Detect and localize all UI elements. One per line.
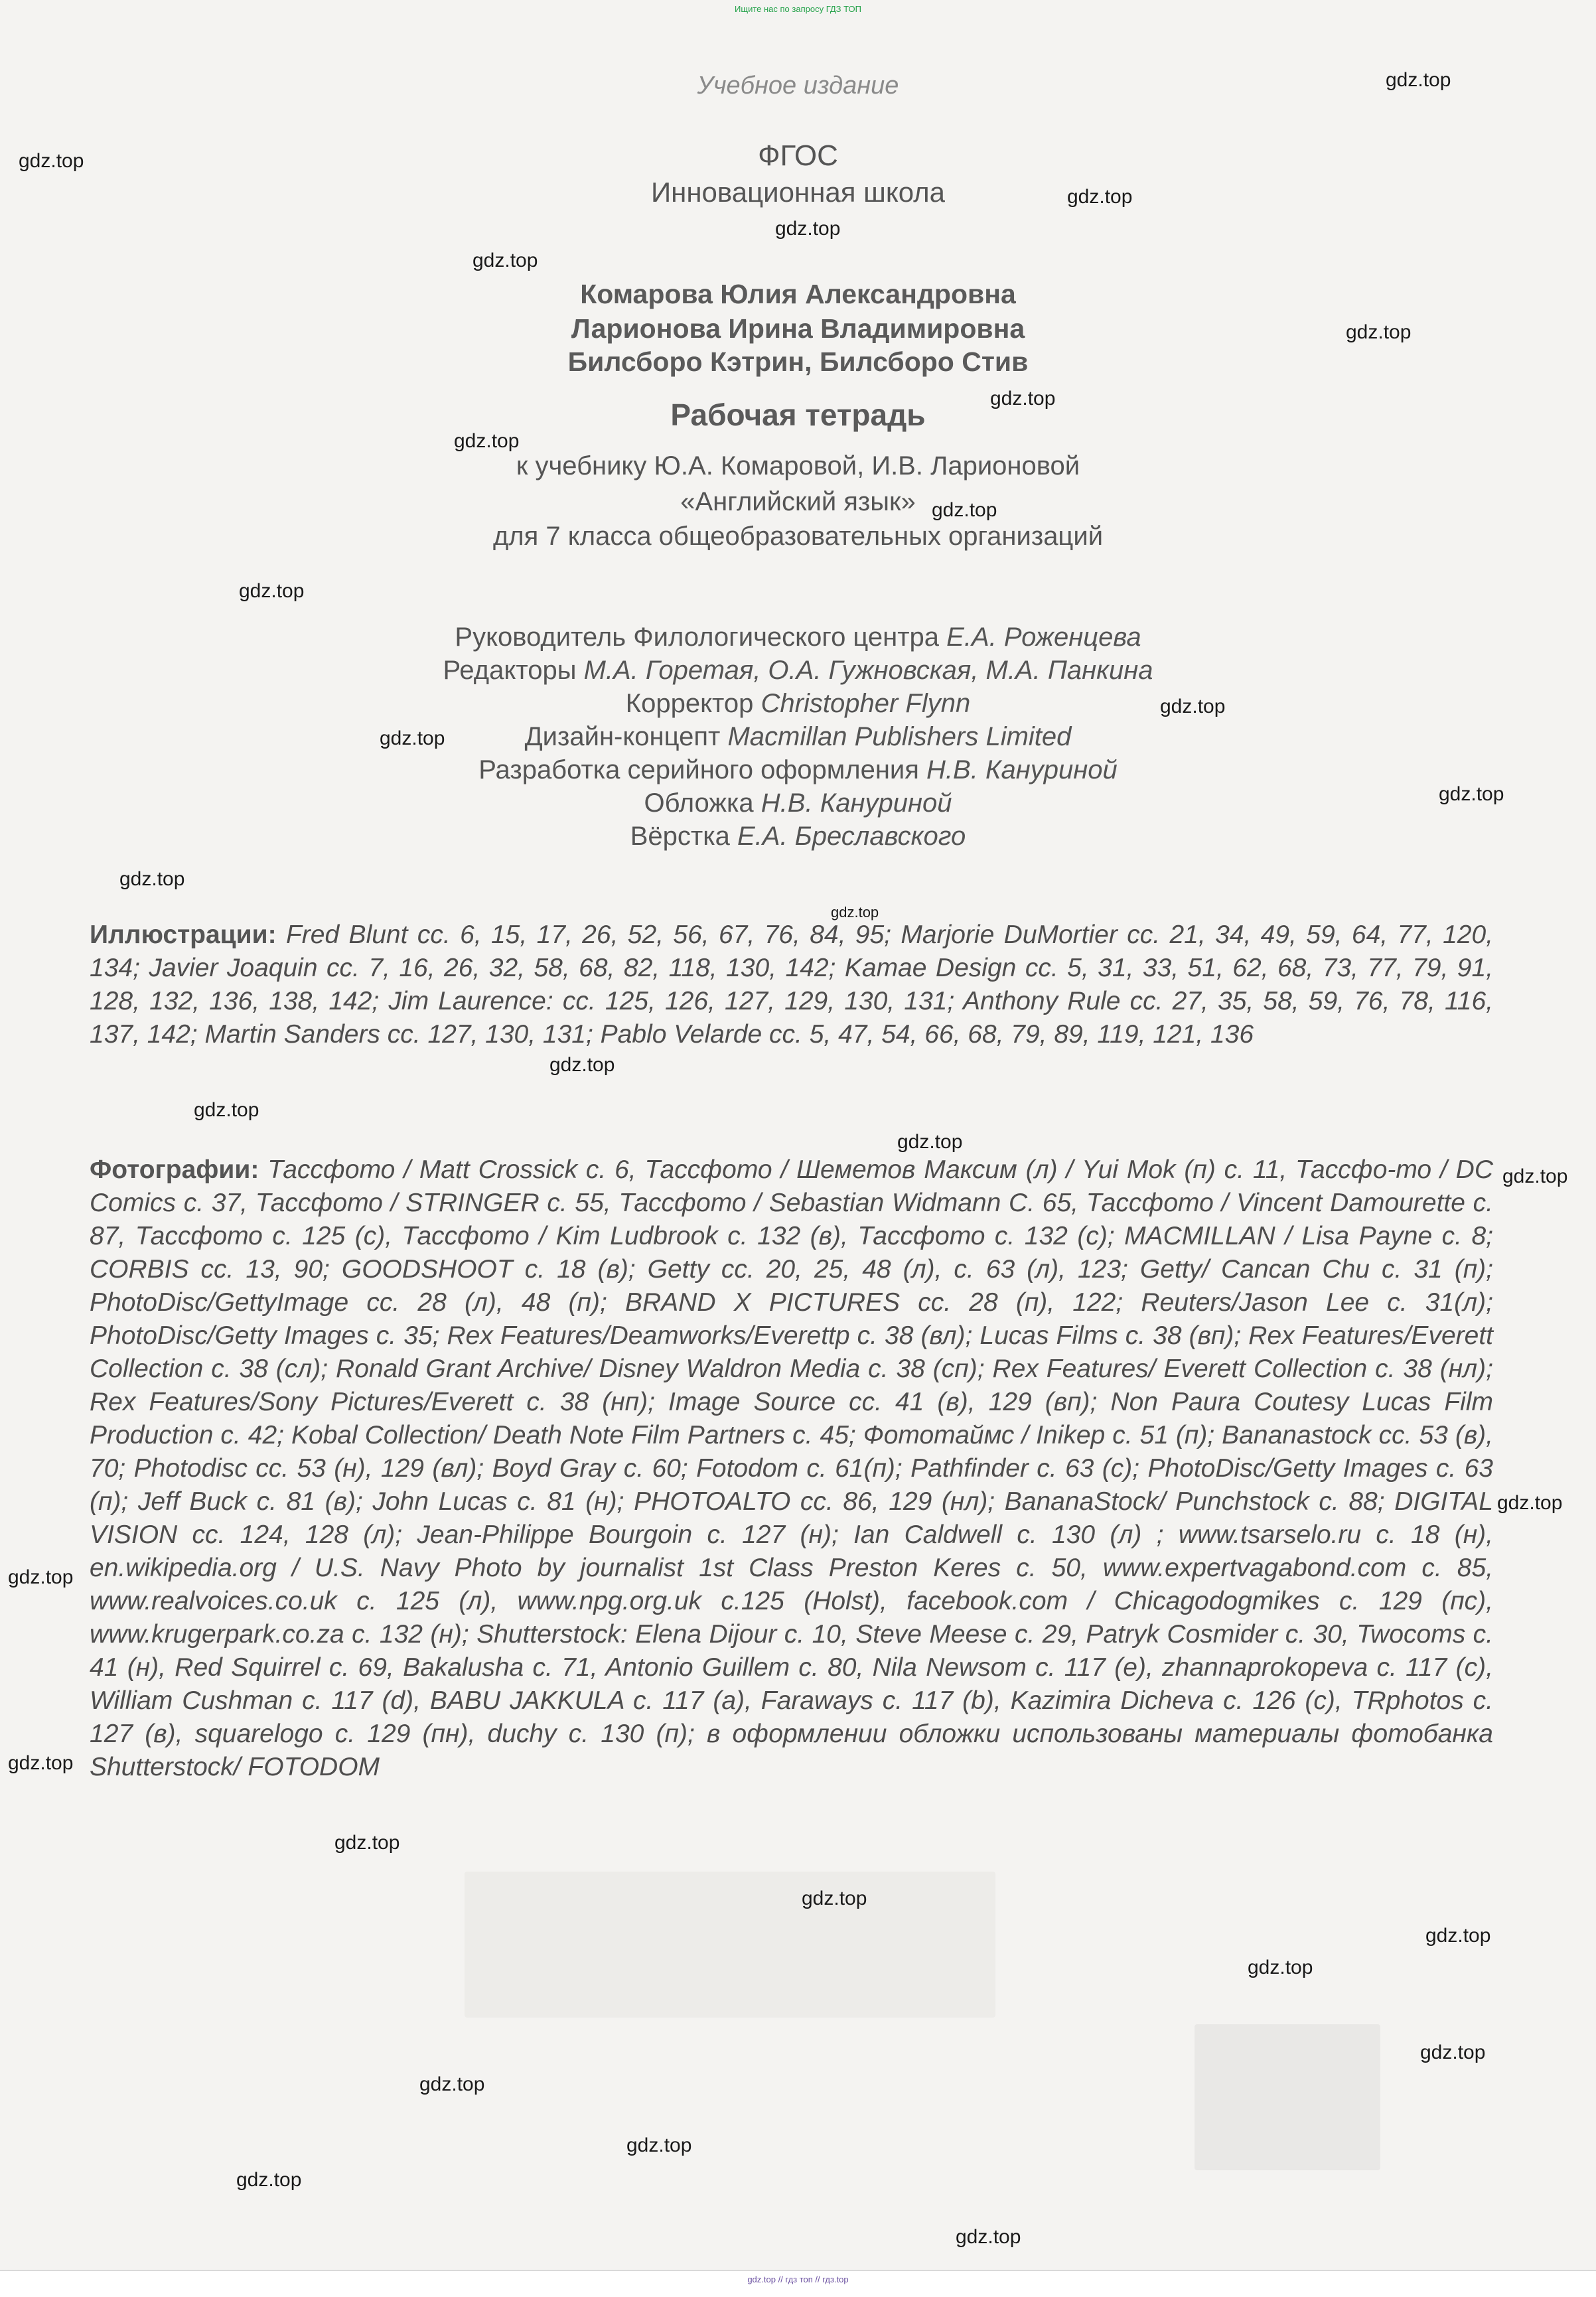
watermark: gdz.top: [1248, 1957, 1313, 1978]
watermark: gdz.top: [802, 1888, 867, 1909]
watermark: gdz.top: [990, 388, 1056, 409]
watermark: gdz.top: [334, 1832, 400, 1854]
subtitle-line: для 7 класса общеобразовательных организаций: [492, 522, 1104, 551]
subtitle-line: к учебнику Ю.А. Комаровой, И.В. Ларионовой: [516, 451, 1080, 481]
author-line: Комарова Юлия Александровна: [580, 279, 1016, 309]
author-line: Ларионова Ирина Владимировна: [571, 313, 1025, 344]
credit-name: М.А. Горетая, О.А. Гужновская, М.А. Панкина: [583, 656, 1153, 685]
book-title: Рабочая тетрадь: [670, 398, 926, 432]
watermark: gdz.top: [1420, 2041, 1486, 2063]
watermark: gdz.top: [236, 2169, 302, 2191]
credit-line: [0, 623, 1596, 652]
credit-line: [0, 755, 1596, 785]
credit-name: Е.А. Бреславского: [737, 822, 966, 851]
watermark: gdz.top: [831, 904, 879, 921]
watermark: gdz.top: [8, 1752, 74, 1774]
credit-name: Н.В. Кануриной: [761, 788, 952, 818]
watermark: gdz.top: [472, 250, 538, 271]
watermark: gdz.top: [1425, 1925, 1491, 1947]
watermark: gdz.top: [1346, 321, 1412, 343]
illustrations-text: Fred Blunt cc. 6, 15, 17, 26, 52, 56, 67, 76, 84, 95; Marjorie DuMortier cc. 21, 34, 49, 59, 64, 77, 120, 134; Javier Joaquin cc. 7, 16, 26, 32, 58, 68, 82, 118, 130, 142; Kamae Design cc. 5, 31, 33, 51, 62, 68, 73, 77, 79, 91, 128, 132, 136, 138, 142; Jim Laurence: cc. 125, 126, 127, 129, 130, 131; Anthony Rule cc. 27, 35, 58, 59, 76, 78, 116, 137, 142; Martin Sanders cc. 127, 130, 131; Pablo Velarde cc. 5, 47, 54, 66, 68, 79, 89, 119, 121, 136: [90, 921, 1493, 1049]
credit-role: Руководитель Филологического центра: [455, 623, 947, 652]
credit-role: Дизайн-концепт: [524, 722, 728, 751]
watermark: gdz.top: [419, 2073, 485, 2095]
credit-name: Е.А. Роженцева: [946, 623, 1141, 652]
watermark: gdz.top: [380, 727, 445, 749]
watermark: gdz.top: [1497, 1492, 1563, 1514]
watermark: gdz.top: [8, 1566, 74, 1588]
author-line: Билсборо Кэтрин, Билсборо Стив: [567, 346, 1029, 377]
credit-line: [0, 788, 1596, 818]
watermark: gdz.top: [932, 499, 997, 521]
watermark: gdz.top: [1067, 186, 1133, 208]
photos-text: Тассфото / Matt Crossick c. 6, Тассфото / Шеметов Максим (л) / Yui Mok (п) c. 11, Тассфо-то / DC Comics c. 37, Тассфото / STRINGER c. 55, Тассфото / Sebastian Widmann C. 65, Тассфото / Vincent Damourette c. 87, Тассфото c. 125 (c), Тассфото / Kim Ludbrook c. 132 (в), Тассфото c. 132 (c); MACMILLAN / Lisa Payne c. 8; CORBIS cc. 13, 90; GOODSHOOT c. 18 (в); Getty cc. 20, 25, 48 (л), c. 63 (л), 123; Getty/ Cancan Chu c. 31 (п); PhotoDisc/GettyImage cc. 28 (л), 48 (п); BRAND X PICTURES cc. 28 (п), 122; Reuters/Jason Lee c. 31(л); PhotoDisc/Getty Images c. 35; Rex Features/Deamworks/Everettp c. 38 (вл); Lucas Films c. 38 (вп); Rex Features/Everett Collection c. 38 (сл); Ronald Grant Archive/ Disney Waldron Media c. 38 (сп); Rex Features/ Everett Collection c. 38 (нл); Rex Features/Sony Pictures/Everett c. 38 (нп); Image Source cc. 41 (в), 129 (вп); Non Paura Coutesy Lucas Film Production c. 42; Kobal Collection/ Death Note Film Partners c. 45; Фототаймс / Inikep c. 51 (п); Bananastock cc. 53 (в), 70; Photodisc cc. 53 (н), 129 (вл); Boyd Gray c. 60; Fotodom c. 61(п); Pathfinder c. 63 (c); PhotoDisc/Getty Images c. 63 (п); Jeff Buck c. 81 (в); John Lucas c. 81 (н); PHOTOALTO cc. 86, 129 (нл); BananaStock/ Punchstock c. 88; DIGITAL VISION cc. 124, 128 (л); Jean-Philippe Bourgoin c. 127 (н); Ian Caldwell c. 130 (л) ; www.tsarselo.ru c. 18 (н), en.wikipedia.org / U.S. Navy Photo by journalist 1st Class Preston Keres c. 50, www.expertvagabond.com c. 85, www.realvoices.co.uk c. 125 (л), www.npg.org.uk c.125 (Holst), facebook.com / Chicagodogmikes c. 129 (пс), www.krugerpark.co.za c. 132 (н); Shutterstock: Elena Dijour c. 10, Steve Meese c. 29, Patryk Cosmider c. 30, Twocoms c. 41 (н), Red Squirrel c. 69, Bakalusha c. 71, Antonio Guillem c. 80, Nila Newsom c. 117 (e), zhannaprokopeva c. 117 (c), William Cushman c. 117 (d), BABU JAKKULA c. 117 (a), Faraways c. 117 (b), Kazimira Dicheva c. 126 (c), TRphotos c. 127 (в), squarelogo c. 129 (пн), duchy c. 130 (п); в оформлении обложки использованы материалы фотобанка Shutterstock/ FOTODOM: [90, 1155, 1493, 1781]
credit-name: Christopher Flynn: [761, 689, 971, 718]
credit-role: Редакторы: [443, 656, 584, 685]
watermark: gdz.top: [1439, 783, 1504, 805]
watermark: gdz.top: [19, 150, 84, 172]
illustrations-credits: [90, 919, 1493, 1051]
bottom-banner-link[interactable]: gdz.top // гдз топ // гдз.top: [747, 2274, 849, 2284]
watermark: gdz.top: [119, 868, 185, 890]
standard-label: ФГОС: [758, 139, 838, 172]
watermark: gdz.top: [454, 430, 520, 452]
watermark: gdz.top: [775, 218, 841, 240]
photo-credits: [90, 1153, 1493, 1784]
top-banner-link[interactable]: Ищите нас по запросу ГДЗ ТОП: [735, 4, 861, 14]
credit-role: Обложка: [644, 788, 761, 818]
watermark: gdz.top: [1502, 1165, 1568, 1187]
illustrations-label: Иллюстрации:: [90, 921, 277, 949]
watermark: gdz.top: [897, 1131, 963, 1153]
edition-type: Учебное издание: [697, 72, 899, 100]
watermark: gdz.top: [549, 1054, 615, 1076]
credit-name: Н.В. Кануриной: [926, 755, 1118, 784]
credit-role: Вёрстка: [630, 822, 737, 851]
watermark: gdz.top: [239, 580, 305, 602]
subtitle-line: «Английский язык»: [680, 487, 916, 516]
watermark: gdz.top: [956, 2226, 1021, 2248]
credit-role: Корректор: [625, 689, 761, 718]
credit-line: [0, 722, 1596, 752]
bleed-through-block: [1195, 2024, 1380, 2170]
watermark: gdz.top: [1160, 696, 1226, 717]
photos-label: Фотографии:: [90, 1155, 259, 1184]
credit-line: [0, 822, 1596, 852]
bleed-through-block: [465, 1872, 995, 2018]
watermark: gdz.top: [1386, 69, 1451, 91]
watermark: gdz.top: [626, 2134, 692, 2156]
series-name: Инновационная школа: [650, 177, 945, 208]
credit-line: [0, 656, 1596, 686]
credit-name: Macmillan Publishers Limited: [727, 722, 1072, 751]
credit-line: [0, 689, 1596, 719]
watermark: gdz.top: [194, 1099, 259, 1121]
credit-role: Разработка серийного оформления: [478, 755, 927, 784]
